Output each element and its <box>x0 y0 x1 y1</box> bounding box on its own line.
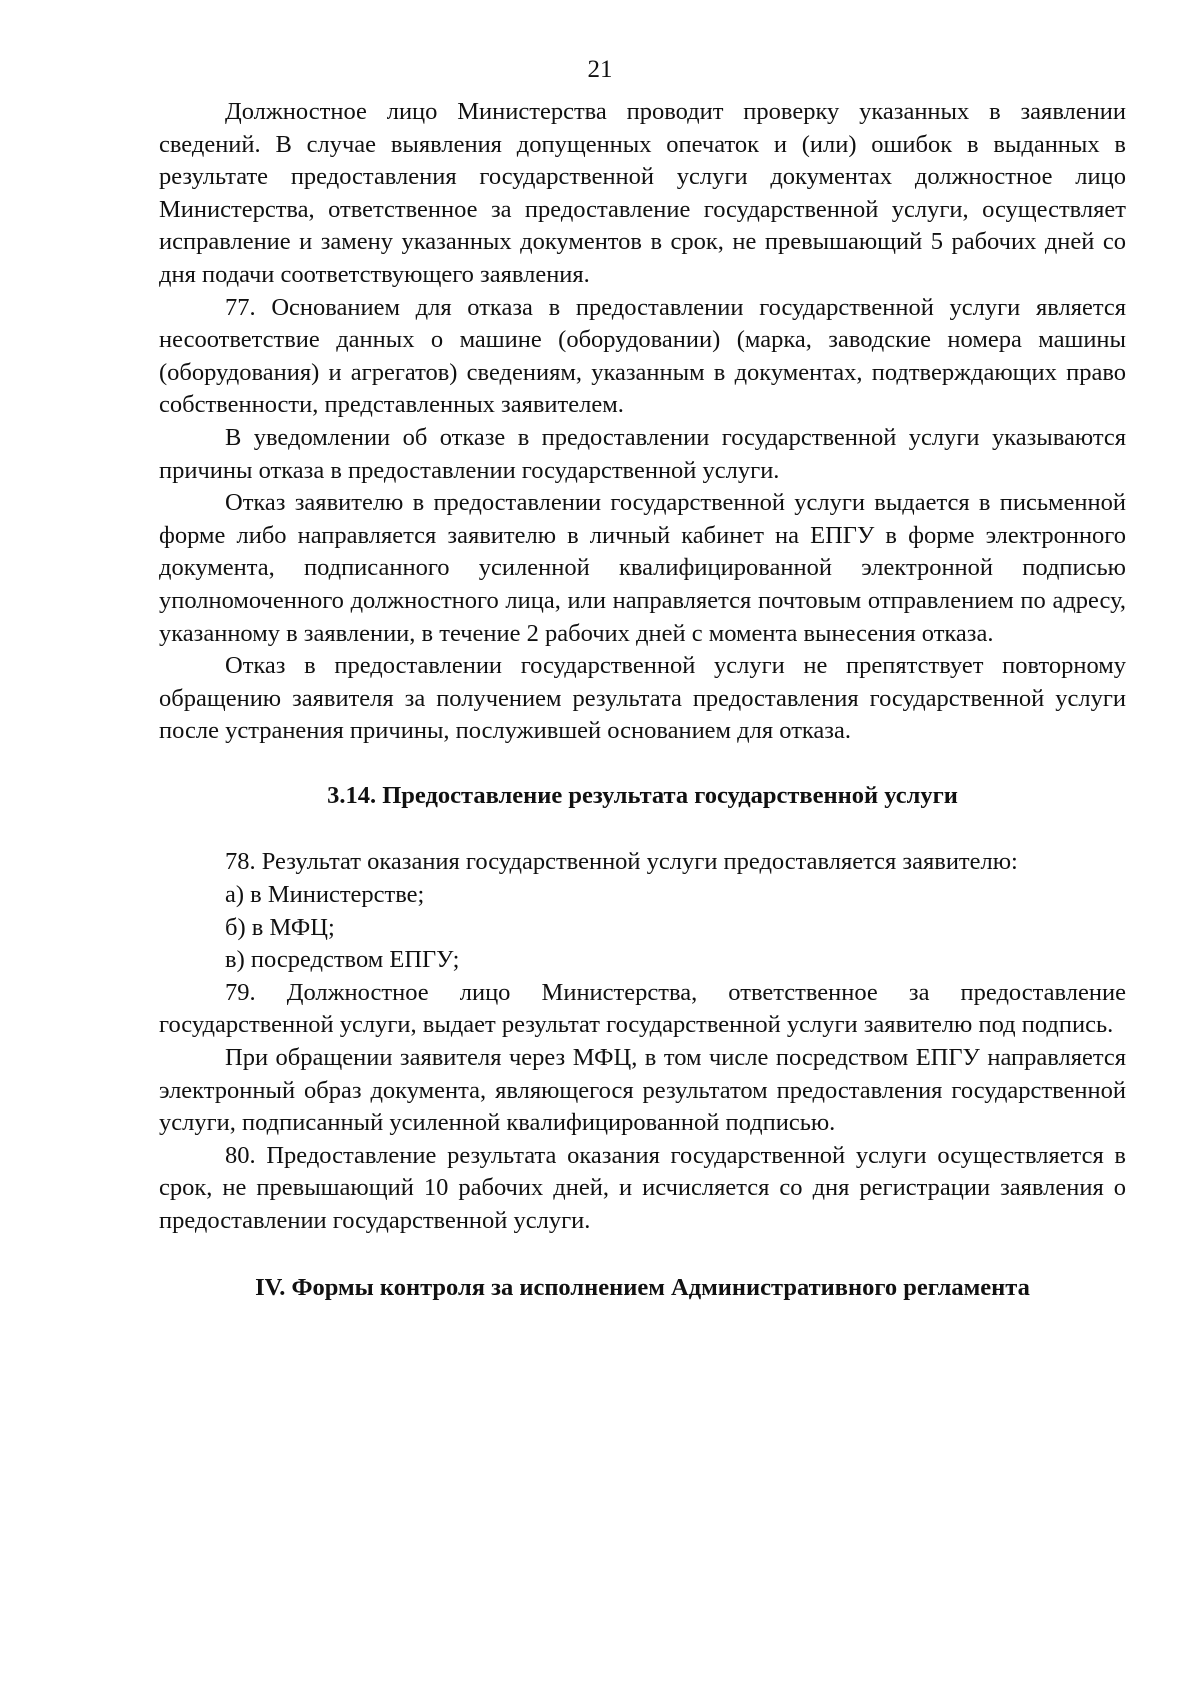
section-3-14-heading: 3.14. Предоставление результата государственной услуги <box>327 781 958 809</box>
list-item-ministry: а) в Министерстве; <box>225 881 425 909</box>
page-number: 21 <box>587 56 613 83</box>
paragraph-77-refusal-grounds: 77. Основанием для отказа в предоставлении государственной услуги является несоответствие данных о машине (оборудовании) (марка, заводские номера машины (оборудования) и агрегатов) сведениям, указанным в документах, подтверждающих право собственности, представленных заявителем. <box>159 293 1126 419</box>
paragraph-verification: Должностное лицо Министерства проводит проверку указанных в заявлении сведений. В случае выявления допущенных опечаток и (или) ошибок в выданных в результате предоставления государственной услуги документах должностное лицо Министерства, ответственное за предоставление государственной услуги, осуществляет исправление и замену указанных документов в срок, не превышающий 5 рабочих дней со дня подачи соответствующего заявления. <box>159 98 1126 288</box>
paragraph-refusal-notice: В уведомлении об отказе в предоставлении государственной услуги указываются причины отказа в предоставлении государственной услуги. <box>159 423 1126 484</box>
paragraph-mfc-electronic-image: При обращении заявителя через МФЦ, в том числе посредством ЕПГУ направляется электронный образ документа, являющегося результатом предоставления государственной услуги, подписанный усиленной квалифицированной подписью. <box>159 1044 1126 1137</box>
document-body <box>159 96 1126 1304</box>
list-item-epgu: в) посредством ЕПГУ; <box>225 946 460 974</box>
paragraph-78-intro: 78. Результат оказания государственной услуги предоставляется заявителю: <box>225 848 1018 876</box>
section-4-heading: IV. Формы контроля за исполнением Административного регламента <box>255 1273 1030 1301</box>
paragraph-refusal-no-obstacle: Отказ в предоставлении государственной услуги не препятствует повторному обращению заявителя за получением результата предоставления государственной услуги после устранения причины, послужившей основанием для отказа. <box>159 652 1126 745</box>
paragraph-80-deadline: 80. Предоставление результата оказания государственной услуги осуществляется в срок, не превышающий 10 рабочих дней, и исчисляется со дня регистрации заявления о предоставлении государственной услуги. <box>159 1141 1126 1234</box>
list-item-mfc: б) в МФЦ; <box>225 913 335 941</box>
paragraph-refusal-delivery: Отказ заявителю в предоставлении государственной услуги выдается в письменной форме либо направляется заявителю в личный кабинет на ЕПГУ в форме электронного документа, подписанного усиленной квалифицированной электронной подписью уполномоченного должностного лица, или направляется почтовым отправлением по адресу, указанному в заявлении, в течение 2 рабочих дней с момента вынесения отказа. <box>159 489 1126 647</box>
paragraph-79-issue-result: 79. Должностное лицо Министерства, ответственное за предоставление государственной услуги, выдает результат государственной услуги заявителю под подпись. <box>159 978 1126 1039</box>
